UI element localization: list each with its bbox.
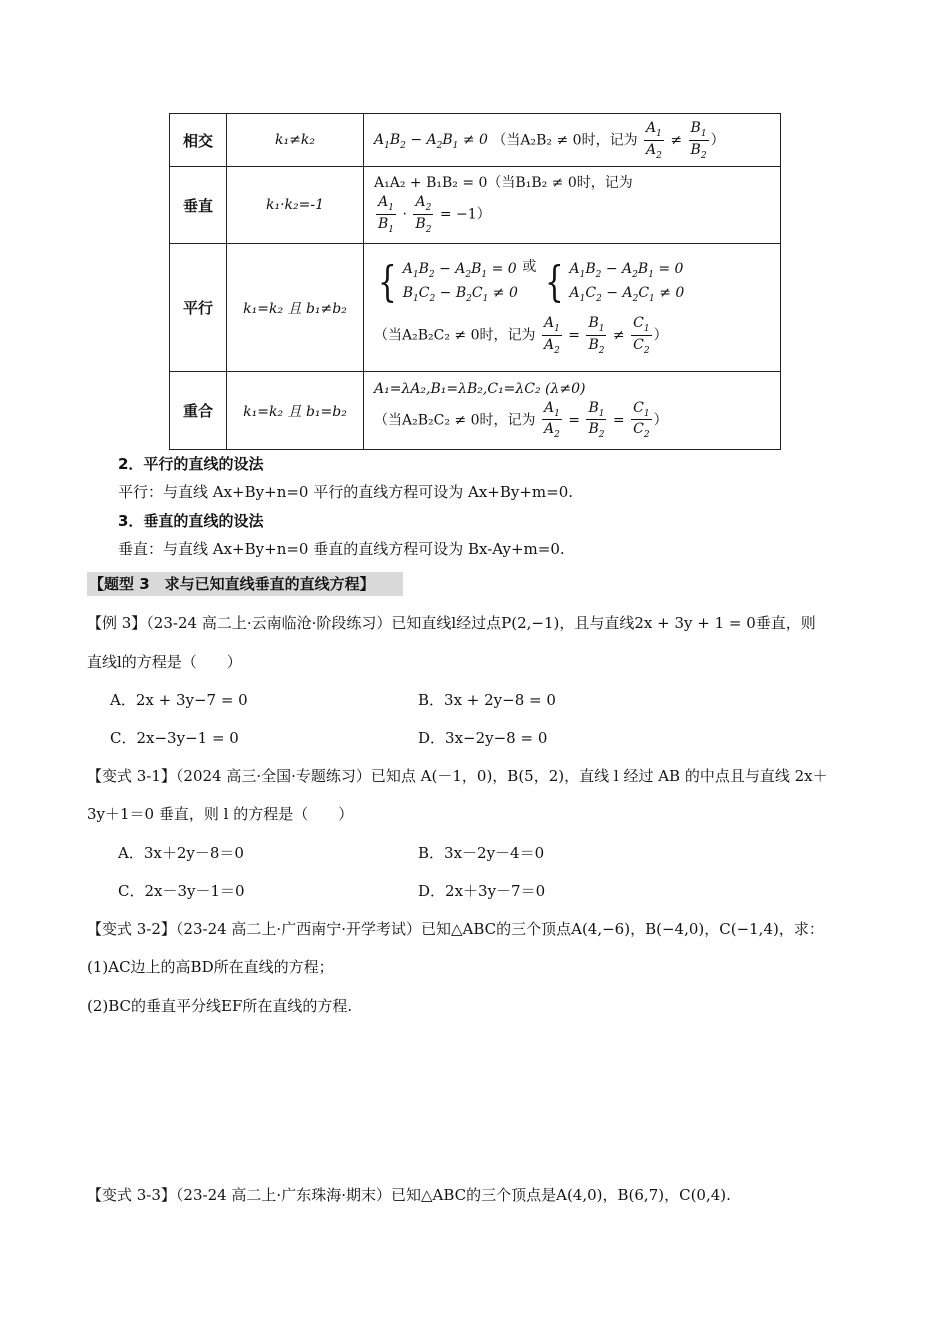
slope-condition: k₁=k₂ 且 b₁≠b₂ [227,244,364,372]
coincide-note: （当A₂B₂C₂ ≠ 0时，记为 [374,411,536,428]
section-body: 平行：与直线 Ax+By+n=0 平行的直线方程可设为 Ax+By+m=0. [118,483,574,501]
coincide-line: A₁=λA₂,B₁=λB₂,C₁=λC₂ (λ≠0) [374,380,586,397]
section-body: 垂直：与直线 Ax+By+n=0 垂直的直线方程可设为 Bx-Ay+m=0. [118,540,565,558]
variant-stem: 【变式 3-1】（2024 高三·全国·专题练习）已知点 A(－1，0)，B(5，2)，直线 l 经过 AB 的中点且与直线 2x＋ [87,767,828,785]
example-stem: 直线l的方程是（ ） [87,653,242,671]
coefficient-condition: { $A_1B_2 - A_2B_1 = 0$ $B_1C_2 - B_2C_1 \ne 0$ 或 { $A_1B_2 - A_2B_1 = 0$ $A_1C_2 - A_2C_1 \ne 0$ （当A₂B₂C₂ ≠ 0时，记为 $\frac{A_1}{A_2}$ = $\frac{B_1}{B_2}$ ≠ $\frac{C_1}{C_2}$ ） [364,244,781,372]
option-a: A．3x＋2y－8＝0 [118,844,244,862]
variant-stem: 【变式 3-3】（23-24 高二上·广东珠海·期末）已知△ABC的三个顶点是A(4,0)，B(6,7)，C(0,4). [87,1186,731,1204]
option-c: C．2x−3y−1 = 0 [110,729,239,747]
intersect-note: （当A₂B₂ ≠ 0时，记为 [492,132,638,148]
row-name: 相交 [170,114,227,167]
option-b: B．3x + 2y−8 = 0 [418,691,556,709]
option-d: D．2x＋3y－7＝0 [418,882,546,900]
or-word: 或 [522,258,537,275]
sub-question: (2)BC的垂直平分线EF所在直线的方程. [87,997,353,1015]
slope-condition: k₁·k₂=-1 [227,167,364,244]
option-d: D．3x−2y−8 = 0 [418,729,548,747]
table-row [170,244,781,372]
slope-condition: k₁=k₂ 且 b₁=b₂ [227,372,364,450]
variant-stem: 【变式 3-2】（23-24 高二上·广西南宁·开学考试）已知△ABC的三个顶点A(4,−6)，B(−4,0)，C(−1,4)，求： [87,920,824,938]
option-b: B．3x－2y－4＝0 [418,844,545,862]
row-name: 重合 [170,372,227,450]
section-title: 3．垂直的直线的设法 [118,512,264,530]
slope-condition: k₁≠k₂ [227,114,364,167]
sub-question: (1)AC边上的高BD所在直线的方程； [87,958,334,976]
coefficient-condition: A₁=λA₂,B₁=λB₂,C₁=λC₂ (λ≠0) （当A₂B₂C₂ ≠ 0时，记为 $\frac{A_1}{A_2}$ = $\frac{B_1}{B_2}$ = $\frac{C_1}{C_2}$ ） [364,372,781,450]
example-stem: 【例 3】（23-24 高二上·云南临沧·阶段练习）已知直线l经过点P(2,−1)，且与直线2x + 3y + 1 = 0垂直，则 [87,614,816,632]
table-row [170,114,781,167]
row-name: 垂直 [170,167,227,244]
parallel-note: （当A₂B₂C₂ ≠ 0时，记为 [374,327,536,344]
table-row [170,372,781,450]
coefficient-condition: A₁A₂ + B₁B₂ = 0（当B₁B₂ ≠ 0时，记为 $\frac{A_1}{B_1}$ · $\frac{A_2}{B_2}$ = −1） [364,167,781,244]
line-relation-table [169,113,781,450]
option-a: A．2x + 3y−7 = 0 [110,691,248,709]
variant-stem: 3y＋1＝0 垂直，则 l 的方程是（ ） [87,805,354,823]
perp-text: A₁A₂ + B₁B₂ = 0（当B₁B₂ ≠ 0时，记为 [374,175,633,192]
row-name: 平行 [170,244,227,372]
option-c: C．2x－3y－1＝0 [118,882,245,900]
section-title: 2．平行的直线的设法 [118,455,264,473]
perp-tail: = −1） [435,206,491,223]
table-row [170,167,781,244]
coefficient-condition: $A_1B_2 - A_2B_1 \ne 0$ （当A₂B₂ ≠ 0时，记为 $\frac{A_1}{A_2}$ ≠ $\frac{B_1}{B_2}$ ） [364,114,781,167]
topic-heading: 【题型 3 求与已知直线垂直的直线方程】 [87,572,403,596]
